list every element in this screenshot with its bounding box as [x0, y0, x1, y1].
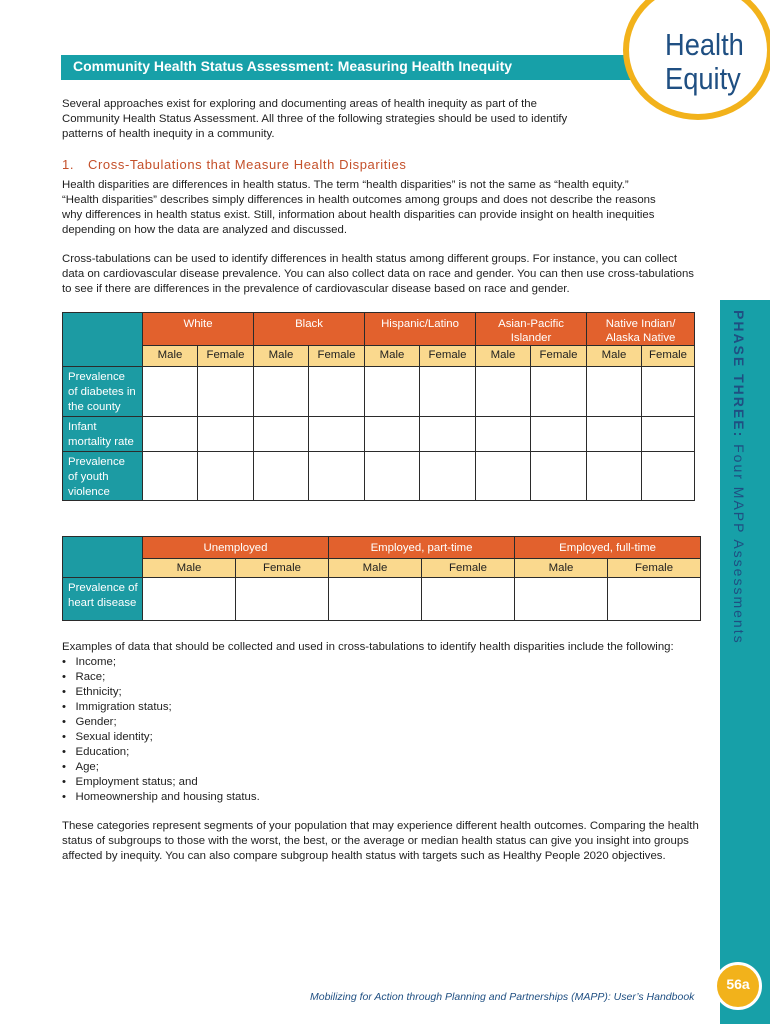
- table-corner: [63, 537, 143, 578]
- row-label: Prevalence of diabetes in the county: [63, 367, 143, 417]
- sub-header-female: Female: [642, 346, 695, 367]
- list-item: • Education;: [62, 746, 130, 758]
- section-heading: 1. Cross-Tabulations that Measure Health Disparities: [62, 157, 407, 172]
- row-label: Infant mortality rate: [63, 417, 143, 452]
- group-header: Black: [254, 313, 365, 346]
- sub-header-male: Male: [143, 346, 198, 367]
- row-label: Prevalence of heart disease: [63, 578, 143, 621]
- group-header: White: [143, 313, 254, 346]
- employment-crosstab-table: [62, 536, 701, 621]
- sub-header-male: Male: [143, 559, 236, 578]
- list-item: • Income;: [62, 656, 117, 668]
- list-item: • Gender;: [62, 716, 117, 728]
- list-item: • Ethnicity;: [62, 686, 122, 698]
- sub-header-male: Male: [365, 346, 420, 367]
- sub-header-female: Female: [422, 559, 515, 578]
- list-item: • Immigration status;: [62, 701, 172, 713]
- footer-text: Mobilizing for Action through Planning and Partnerships (MAPP): User’s Handbook: [310, 991, 695, 1003]
- disparities-paragraph: Health disparities are differences in health status. The term “health disparities” is not the same as “health equity.” “Health disparities” describes simply differences in health outcomes among groups and does not describe the reasons why differences in health status exist. Still, information about health disparities can provide insight on health inequities depending on how the data are analyzed and discussed.: [62, 179, 656, 236]
- group-header: Employed, full-time: [515, 537, 701, 559]
- sub-header-female: Female: [531, 346, 587, 367]
- crosstab-paragraph: Cross-tabulations can be used to identify differences in health status among different groups. For instance, you can collect data on cardiovascular disease prevalence. You can also collect data on race and gender. You can then use cross-tabulations to see if there are differences in the prevalence of cardiovascular disease based on race and gender.: [62, 253, 694, 295]
- sub-header-male: Male: [254, 346, 309, 367]
- list-item: • Homeownership and housing status.: [62, 791, 260, 803]
- group-header: Native Indian/ Alaska Native: [587, 313, 695, 346]
- group-header: Employed, part-time: [329, 537, 515, 559]
- examples-list: [62, 655, 260, 805]
- sub-header-male: Male: [515, 559, 608, 578]
- page-number: 56a: [726, 976, 750, 992]
- group-header: Hispanic/Latino: [365, 313, 476, 346]
- sub-header-male: Male: [587, 346, 642, 367]
- page-title: Community Health Status Assessment: Measuring Health Inequity: [73, 58, 513, 74]
- row-label: Prevalence of youth violence: [63, 452, 143, 501]
- sub-header-female: Female: [420, 346, 476, 367]
- table-row: [63, 417, 695, 452]
- sub-header-female: Female: [198, 346, 254, 367]
- group-header: Asian-Pacific Islander: [476, 313, 587, 346]
- table-row: [63, 367, 695, 417]
- badge-label: Health Equity: [665, 27, 744, 96]
- intro-paragraph: Several approaches exist for exploring and documenting areas of health inequity as part of the Community Health Status Assessment. All three of the following strategies should be used to identify patterns of health inequity in a community.: [62, 98, 568, 140]
- group-header: Unemployed: [143, 537, 329, 559]
- sub-header-female: Female: [236, 559, 329, 578]
- examples-intro: Examples of data that should be collected and used in cross-tabulations to identify health disparities include the following:: [62, 641, 674, 653]
- race-crosstab-table: [62, 312, 695, 501]
- sub-header-male: Male: [329, 559, 422, 578]
- table-corner: [63, 313, 143, 367]
- table-row: [63, 578, 701, 621]
- side-tab-label: PHASE THREE: Four MAPP Assessments: [731, 310, 747, 645]
- list-item: • Employment status; and: [62, 776, 198, 788]
- sub-header-female: Female: [309, 346, 365, 367]
- list-item: • Sexual identity;: [62, 731, 153, 743]
- list-item: • Age;: [62, 761, 99, 773]
- closing-paragraph: These categories represent segments of your population that may experience different health outcomes. Comparing the health status of subgroups to those with the worst, the best, or the average or median health status can give you insight into groups affected by inequity. You can also compare subgroup health status with targets such as Healthy People 2020 objectives.: [62, 820, 699, 862]
- list-item: • Race;: [62, 671, 106, 683]
- sub-header-female: Female: [608, 559, 701, 578]
- sub-header-male: Male: [476, 346, 531, 367]
- table-row: [63, 452, 695, 501]
